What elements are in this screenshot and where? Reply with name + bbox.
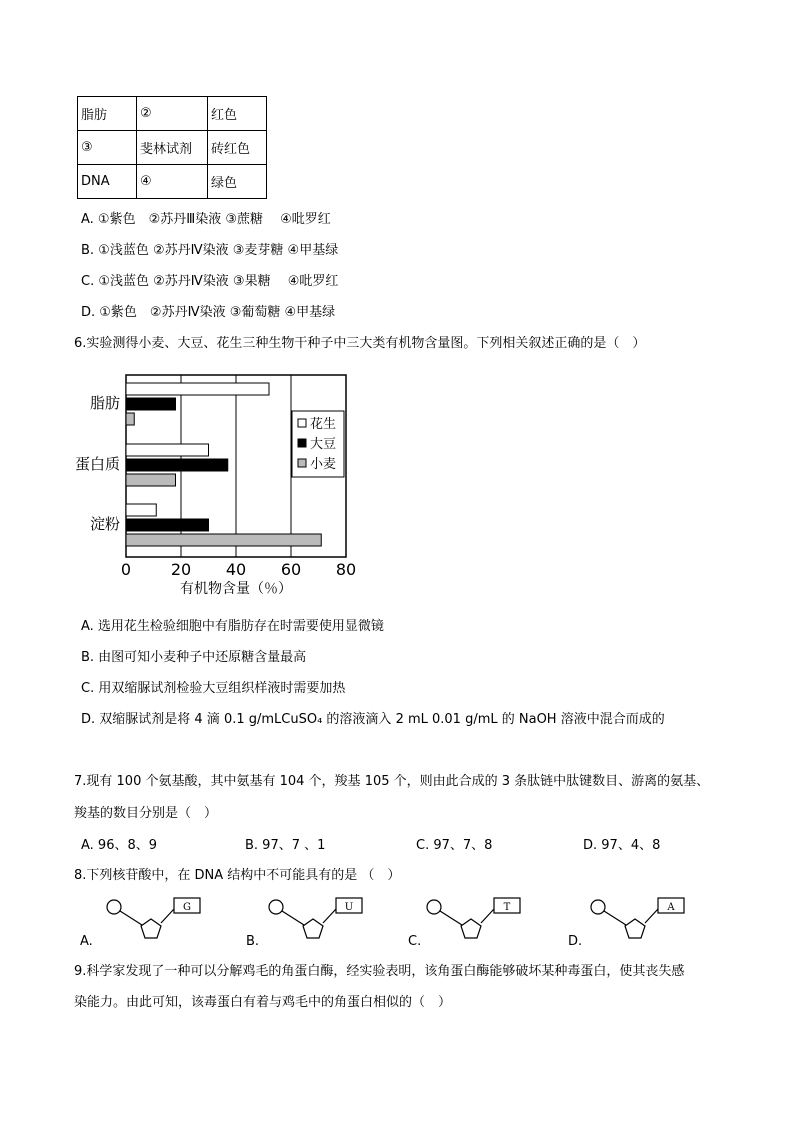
table-cell: 绿色 bbox=[208, 165, 267, 199]
q6-stem: 6.实验测得小麦、大豆、花生三种生物干种子中三大类有机物含量图。下列相关叙述正确的是（ ） bbox=[74, 336, 646, 351]
base-label: A bbox=[667, 902, 675, 913]
option-label: B. bbox=[246, 934, 260, 949]
bar-2-0 bbox=[126, 413, 134, 425]
table-row bbox=[78, 97, 267, 131]
category-label: 淀粉 bbox=[89, 515, 120, 533]
table-cell: 砖红色 bbox=[208, 131, 267, 165]
nucleotide-a-diagram bbox=[78, 893, 191, 951]
q7-option-a: A. 96、8、9 bbox=[81, 838, 158, 853]
bar-0-0 bbox=[126, 383, 269, 395]
phosphate-circle bbox=[107, 900, 121, 914]
base-label: T bbox=[503, 902, 511, 913]
sugar-pentagon bbox=[141, 919, 161, 938]
legend-label: 花生 bbox=[310, 417, 337, 432]
q6-option-b: B. 由图可知小麦种子中还原糖含量最高 bbox=[81, 650, 307, 665]
q6-option-d: D. 双缩脲试剂是将 4 滴 0.1 g/mLCuSO₄ 的溶液滴入 2 mL 0.01 g/mL 的 NaOH 溶液中混合而成的 bbox=[81, 712, 665, 727]
option-label: D. bbox=[568, 934, 583, 949]
q7-option-c: C. 97、7、8 bbox=[416, 838, 493, 853]
category-label: 脂肪 bbox=[89, 394, 120, 412]
x-tick-label: 20 bbox=[170, 560, 192, 579]
q9-stem-line2: 染能力。由此可知，该毒蛋白有着与鸡毛中的角蛋白相似的（ ） bbox=[74, 995, 452, 1010]
q5-option-d: D. ①紫色 ②苏丹Ⅳ染液 ③葡萄糖 ④甲基绿 bbox=[81, 305, 336, 320]
category-label: 蛋白质 bbox=[74, 455, 120, 473]
table-cell: 红色 bbox=[208, 97, 267, 131]
nucleotide-b-diagram bbox=[244, 893, 369, 951]
q7-stem-line2: 羧基的数目分别是（ ） bbox=[74, 806, 218, 821]
bar-2-1 bbox=[126, 474, 176, 486]
q5-option-b: B. ①浅蓝色 ②苏丹Ⅳ染液 ③麦芽糖 ④甲基绿 bbox=[81, 243, 339, 258]
legend-swatch bbox=[298, 419, 306, 427]
q6-option-c: C. 用双缩脲试剂检验大豆组织样液时需要加热 bbox=[81, 681, 346, 696]
base-label: G bbox=[183, 902, 191, 913]
x-axis-label: 有机物含量（％） bbox=[180, 581, 292, 597]
x-tick-label: 60 bbox=[280, 560, 302, 579]
table-cell: DNA bbox=[78, 165, 137, 199]
sugar-pentagon bbox=[461, 919, 481, 938]
legend-swatch bbox=[298, 439, 306, 447]
table-cell: ② bbox=[137, 97, 208, 131]
option-label: C. bbox=[408, 934, 422, 949]
base-label: U bbox=[344, 902, 354, 913]
x-tick-label: 40 bbox=[225, 560, 247, 579]
phosphate-circle bbox=[427, 900, 441, 914]
nucleotide-d-diagram bbox=[566, 893, 691, 951]
bar-1-2 bbox=[126, 519, 209, 531]
organic-content-chart bbox=[64, 365, 364, 605]
q7-stem-line1: 7.现有 100 个氨基酸，其中氨基有 104 个，羧基 105 个，则由此合成的 3 条肽链中肽键数目、游离的氨基、 bbox=[74, 774, 710, 789]
phosphate-circle bbox=[269, 900, 283, 914]
table-row bbox=[78, 131, 267, 165]
x-tick-label: 80 bbox=[335, 560, 357, 579]
q7-option-d: D. 97、4、8 bbox=[583, 838, 661, 853]
option-label: A. bbox=[80, 934, 93, 949]
table-row bbox=[78, 165, 267, 199]
q9-stem-line1: 9.科学家发现了一种可以分解鸡毛的角蛋白酶，经实验表明，该角蛋白酶能够破坏某种毒蛋白，使其丧失感 bbox=[74, 964, 685, 979]
q6-option-a: A. 选用花生检验细胞中有脂肪存在时需要使用显微镜 bbox=[81, 619, 384, 634]
bar-1-0 bbox=[126, 398, 176, 410]
legend-label: 大豆 bbox=[310, 437, 337, 452]
chart-legend bbox=[292, 411, 344, 477]
legend-swatch bbox=[298, 459, 306, 467]
bar-0-2 bbox=[126, 504, 156, 516]
q5-option-a: A. ①紫色 ②苏丹Ⅲ染液 ③蔗糖 ④吡罗红 bbox=[81, 212, 331, 227]
table-cell: 斐林试剂 bbox=[137, 131, 208, 165]
q5-option-c: C. ①浅蓝色 ②苏丹Ⅳ染液 ③果糖 ④吡罗红 bbox=[81, 274, 339, 289]
sugar-pentagon bbox=[303, 919, 323, 938]
q5-table bbox=[77, 96, 267, 199]
table-cell: 脂肪 bbox=[78, 97, 137, 131]
table-cell: ④ bbox=[137, 165, 208, 199]
table-cell: ③ bbox=[78, 131, 137, 165]
q8-stem: 8.下列核苷酸中，在 DNA 结构中不可能具有的是 （ ） bbox=[74, 868, 401, 883]
nucleotide-c-diagram bbox=[406, 893, 531, 951]
sugar-pentagon bbox=[625, 919, 645, 938]
q7-option-b: B. 97、7 、1 bbox=[245, 838, 326, 853]
x-tick-label: 0 bbox=[120, 560, 132, 579]
legend-label: 小麦 bbox=[310, 457, 337, 472]
bar-1-1 bbox=[126, 459, 228, 471]
phosphate-circle bbox=[591, 900, 605, 914]
bar-0-1 bbox=[126, 444, 209, 456]
bar-2-2 bbox=[126, 534, 321, 546]
